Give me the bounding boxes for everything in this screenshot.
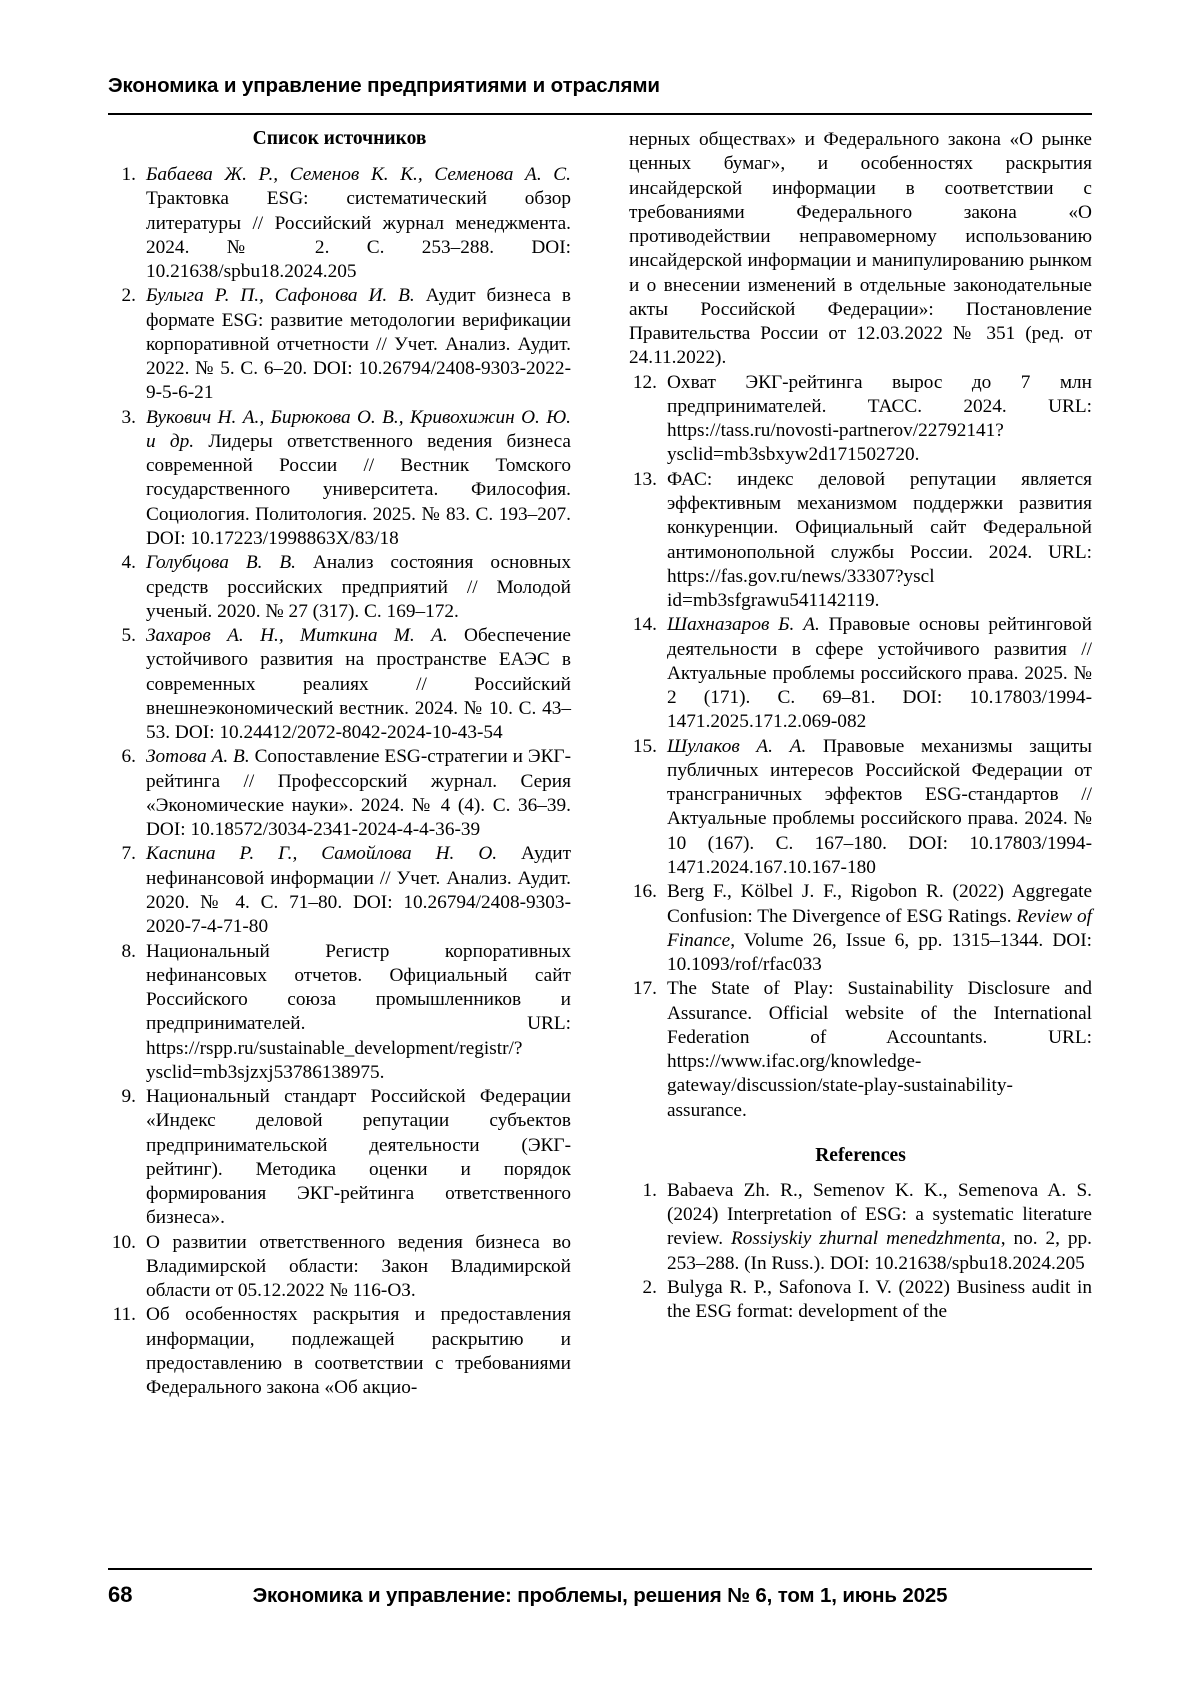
entry-number: 2. — [121, 285, 136, 307]
entry-text: Обеспечение устойчивого развития на пространстве ЕАЭС в современных реалиях // Российский внешнеэкономический вестник. 2024. № 10. С. 43–53. DOI: 10.24412/2072-8042-2024-10-43-54 — [146, 625, 571, 744]
entry-text: Bulyga R. P., Safonova I. V. (2022) Business audit in the ESG format: development of the — [667, 1276, 1092, 1323]
entry-text: Охват ЭКГ-рейтинга вырос до 7 млн предпринимателей. ТАСС. 2024. URL: https://tass.ru/novosti-partnerov/22792141?ysclid=mb3sbxyw2d171502720. — [667, 371, 1092, 466]
reference-item — [629, 1276, 1092, 1325]
entry-text: Babaeva Zh. R., Semenov K. K., Semenova A. S. (2024) Interpretation of ESG: a systematic literature review. — [667, 1179, 1092, 1250]
entry-text: Правовые механизмы защиты публичных интересов Российской Федерации от трансграничных эффектов ESG-стандартов // Актуальные проблемы российского права. 2024. № 10 (167). С. 167–180. DOI: 10.17803/1994-1471.2024.167.10.167-180 — [667, 735, 1092, 878]
entry-text: Анализ состояния основных средств российских предприятий // Молодой ученый. 2020. № 27 (317). С. 169–172. — [146, 552, 571, 622]
bibliography-item — [108, 624, 571, 745]
sources-list — [108, 163, 571, 1401]
right-column — [629, 128, 1092, 1458]
bibliography-item — [108, 1303, 571, 1400]
entry-number: 13. — [632, 468, 657, 490]
sources-list-continued — [629, 371, 1092, 1123]
entry-number: 7. — [121, 843, 136, 865]
entry-text: Сопоставление ESG-стратегии и ЭКГ-рейтинга // Профессорский журнал. Серия «Экономические науки». 2024. № 4 (4). С. 36–39. DOI: 10.18572/3034-2341-2024-4-4-36-39 — [146, 746, 572, 841]
body-columns — [108, 128, 1092, 1458]
entry-authors: Каспина Р. Г., Самойлова Н. О. — [146, 843, 498, 865]
entry-text: Berg F., Kölbel J. F., Rigobon R. (2022) Aggregate Confusion: The Divergence of ESG Ratings. — [667, 881, 1092, 927]
bibliography-item — [629, 880, 1092, 977]
entry-number: 14. — [632, 614, 657, 636]
bibliography-item — [108, 163, 571, 284]
entry-authors: Шулаков А. А. — [667, 735, 807, 757]
entry-number: 15. — [632, 735, 657, 757]
left-column — [108, 128, 571, 1458]
entry-number: 10. — [111, 1231, 136, 1253]
entry-authors: Шахназаров Б. А. — [667, 614, 820, 636]
references-heading: References — [815, 1144, 906, 1166]
entry-number: 4. — [121, 552, 136, 574]
entry-tail: , Volume 26, Issue 6, pp. 1315–1344. DOI: 10.1093/rof/rfac033 — [667, 929, 1092, 976]
footer-journal-line: Экономика и управление: проблемы, решения № 6, том 1, июнь 2025 — [252, 1584, 948, 1607]
entry-number: 8. — [121, 940, 136, 962]
entry-text: Лидеры ответственного ведения бизнеса современной России // Вестник Томского государственного университета. Философия. Социология. Политология. 2025. № 83. С. 193–207. DOI: 10.17223/1998863X/83/18 — [146, 430, 571, 549]
entry-text: Аудит бизнеса в формате ESG: развитие методологии верификации корпоративной отчетности // Учет. Анализ. Аудит. 2022. № 5. С. 6–20. DOI: 10.26794/2408-9303-2022-9-5-6-21 — [146, 285, 571, 404]
entry-text: Правовые основы рейтинговой деятельности в сфере устойчивого развития // Актуальные проблемы российского права. 2025. № 2 (171). С. 69–81. DOI: 10.17803/1994-1471.2025.171.2.069-082 — [667, 614, 1093, 733]
entry-text: Национальный стандарт Российской Федерации «Индекс деловой репутации субъектов предпринимательской деятельности (ЭКГ-рейтинг). Методика оценки и порядок формирования ЭКГ-рейтинга ответственного бизнеса». — [146, 1086, 571, 1229]
entry-number: 5. — [121, 625, 136, 647]
header-rule — [108, 113, 1092, 115]
entry-authors: Голубцова В. В. — [146, 552, 296, 574]
entry-authors: Зотова А. В. — [146, 746, 250, 768]
entry-number: 1. — [642, 1179, 657, 1201]
bibliography-item — [108, 406, 571, 552]
bibliography-item — [108, 1085, 571, 1231]
entry-authors: Захаров А. Н., Миткина М. А. — [146, 625, 448, 647]
bibliography-item — [108, 842, 571, 939]
entry-number: 11. — [112, 1304, 136, 1326]
entry-text: О развитии ответственного ведения бизнеса во Владимирской области: Закон Владимирской области от 05.12.2022 № 116-ОЗ. — [146, 1231, 571, 1302]
sources-heading: Список источников — [252, 128, 427, 149]
entry-text: ФАС: индекс деловой репутации является эффективным механизмом поддержки развития конкуренции. Официальный сайт Федеральной антимонопольной службы России. 2024. URL: https://fas.gov.ru/news/33307?yscl id=mb3sfgrawu541142119. — [667, 468, 1092, 612]
bibliography-item — [108, 745, 571, 842]
entry-text: The State of Play: Sustainability Disclosure and Assurance. Official website of the International Federation of Accountants. URL: https://www.ifac.org/knowledge-gateway/discussion/state-play-sustainability-assurance. — [667, 978, 1092, 1121]
entry-number: 9. — [121, 1086, 136, 1108]
continuation-paragraph: нерных обществах» и Федерального закона «О рынке ценных бумаг», и особенностях раскрытия инсайдерской информации в соответствии с требованиями Федерального закона «О противодействии неправомерному использованию инсайдерской информации и манипулированию рынком и о внесении изменений в отдельные законодательные акты Российской Федерации»: Постановление Правительства России от 12.03.2022 № 351 (ред. от 24.11.2022). — [629, 129, 1092, 369]
footer-rule — [108, 1568, 1092, 1570]
entry-number: 12. — [632, 371, 657, 393]
entry-authors: Вукович Н. А., Бирюкова О. В., Кривохижин О. Ю. и др. — [146, 406, 571, 452]
references-list — [629, 1179, 1092, 1325]
entry-number: 17. — [632, 978, 657, 1000]
reference-item — [629, 1179, 1092, 1276]
bibliography-item — [629, 371, 1092, 468]
bibliography-item — [108, 551, 571, 624]
bibliography-item — [629, 468, 1092, 614]
entry-source-title: Rossiyskiy zhurnal menedzhmenta — [730, 1228, 1001, 1250]
running-head: Экономика и управление предприятиями и отраслями — [108, 74, 660, 97]
entry-text: Аудит нефинансовой информации // Учет. Анализ. Аудит. 2020. № 4. С. 71–80. DOI: 10.26794/2408-9303-2020-7-4-71-80 — [146, 843, 571, 938]
bibliography-item — [629, 977, 1092, 1123]
entry-number: 2. — [642, 1276, 657, 1298]
entry-text: Национальный Регистр корпоративных нефинансовых отчетов. Официальный сайт Российского союза промышленников и предпринимателей. URL: https://rspp.ru/sustainable_development/registr/?ysclid=mb3sjzxj53786138975. — [146, 940, 571, 1083]
entry-text: Трактовка ESG: систематический обзор литературы // Российский журнал менеджмента. 2024. № 2. С. 253–288. DOI: 10.21638/spbu18.2024.205 — [146, 188, 571, 283]
entry-number: 3. — [121, 406, 136, 428]
entry-authors: Бабаева Ж. Р., Семенов К. К., Семенова А. С. — [146, 164, 571, 185]
bibliography-item — [108, 940, 571, 1086]
entry-tail: , no. 2, pp. 253–288. (In Russ.). DOI: 10.21638/spbu18.2024.205 — [667, 1228, 1092, 1274]
page-number: 68 — [108, 1582, 133, 1607]
bibliography-item — [108, 284, 571, 405]
entry-number: 1. — [121, 164, 136, 185]
bibliography-item — [108, 1231, 571, 1304]
entry-number: 6. — [121, 746, 136, 768]
bibliography-item — [629, 613, 1092, 734]
bibliography-item — [629, 735, 1092, 881]
entry-text: Об особенностях раскрытия и предоставления информации, подлежащей раскрытию и предоставлению в соответствии с требованиями Федерального закона «Об акцио- — [146, 1304, 571, 1399]
entry-source-title: Review of Finance — [667, 905, 1092, 951]
entry-authors: Булыга Р. П., Сафонова И. В. — [146, 285, 415, 307]
entry-number: 16. — [632, 881, 657, 903]
